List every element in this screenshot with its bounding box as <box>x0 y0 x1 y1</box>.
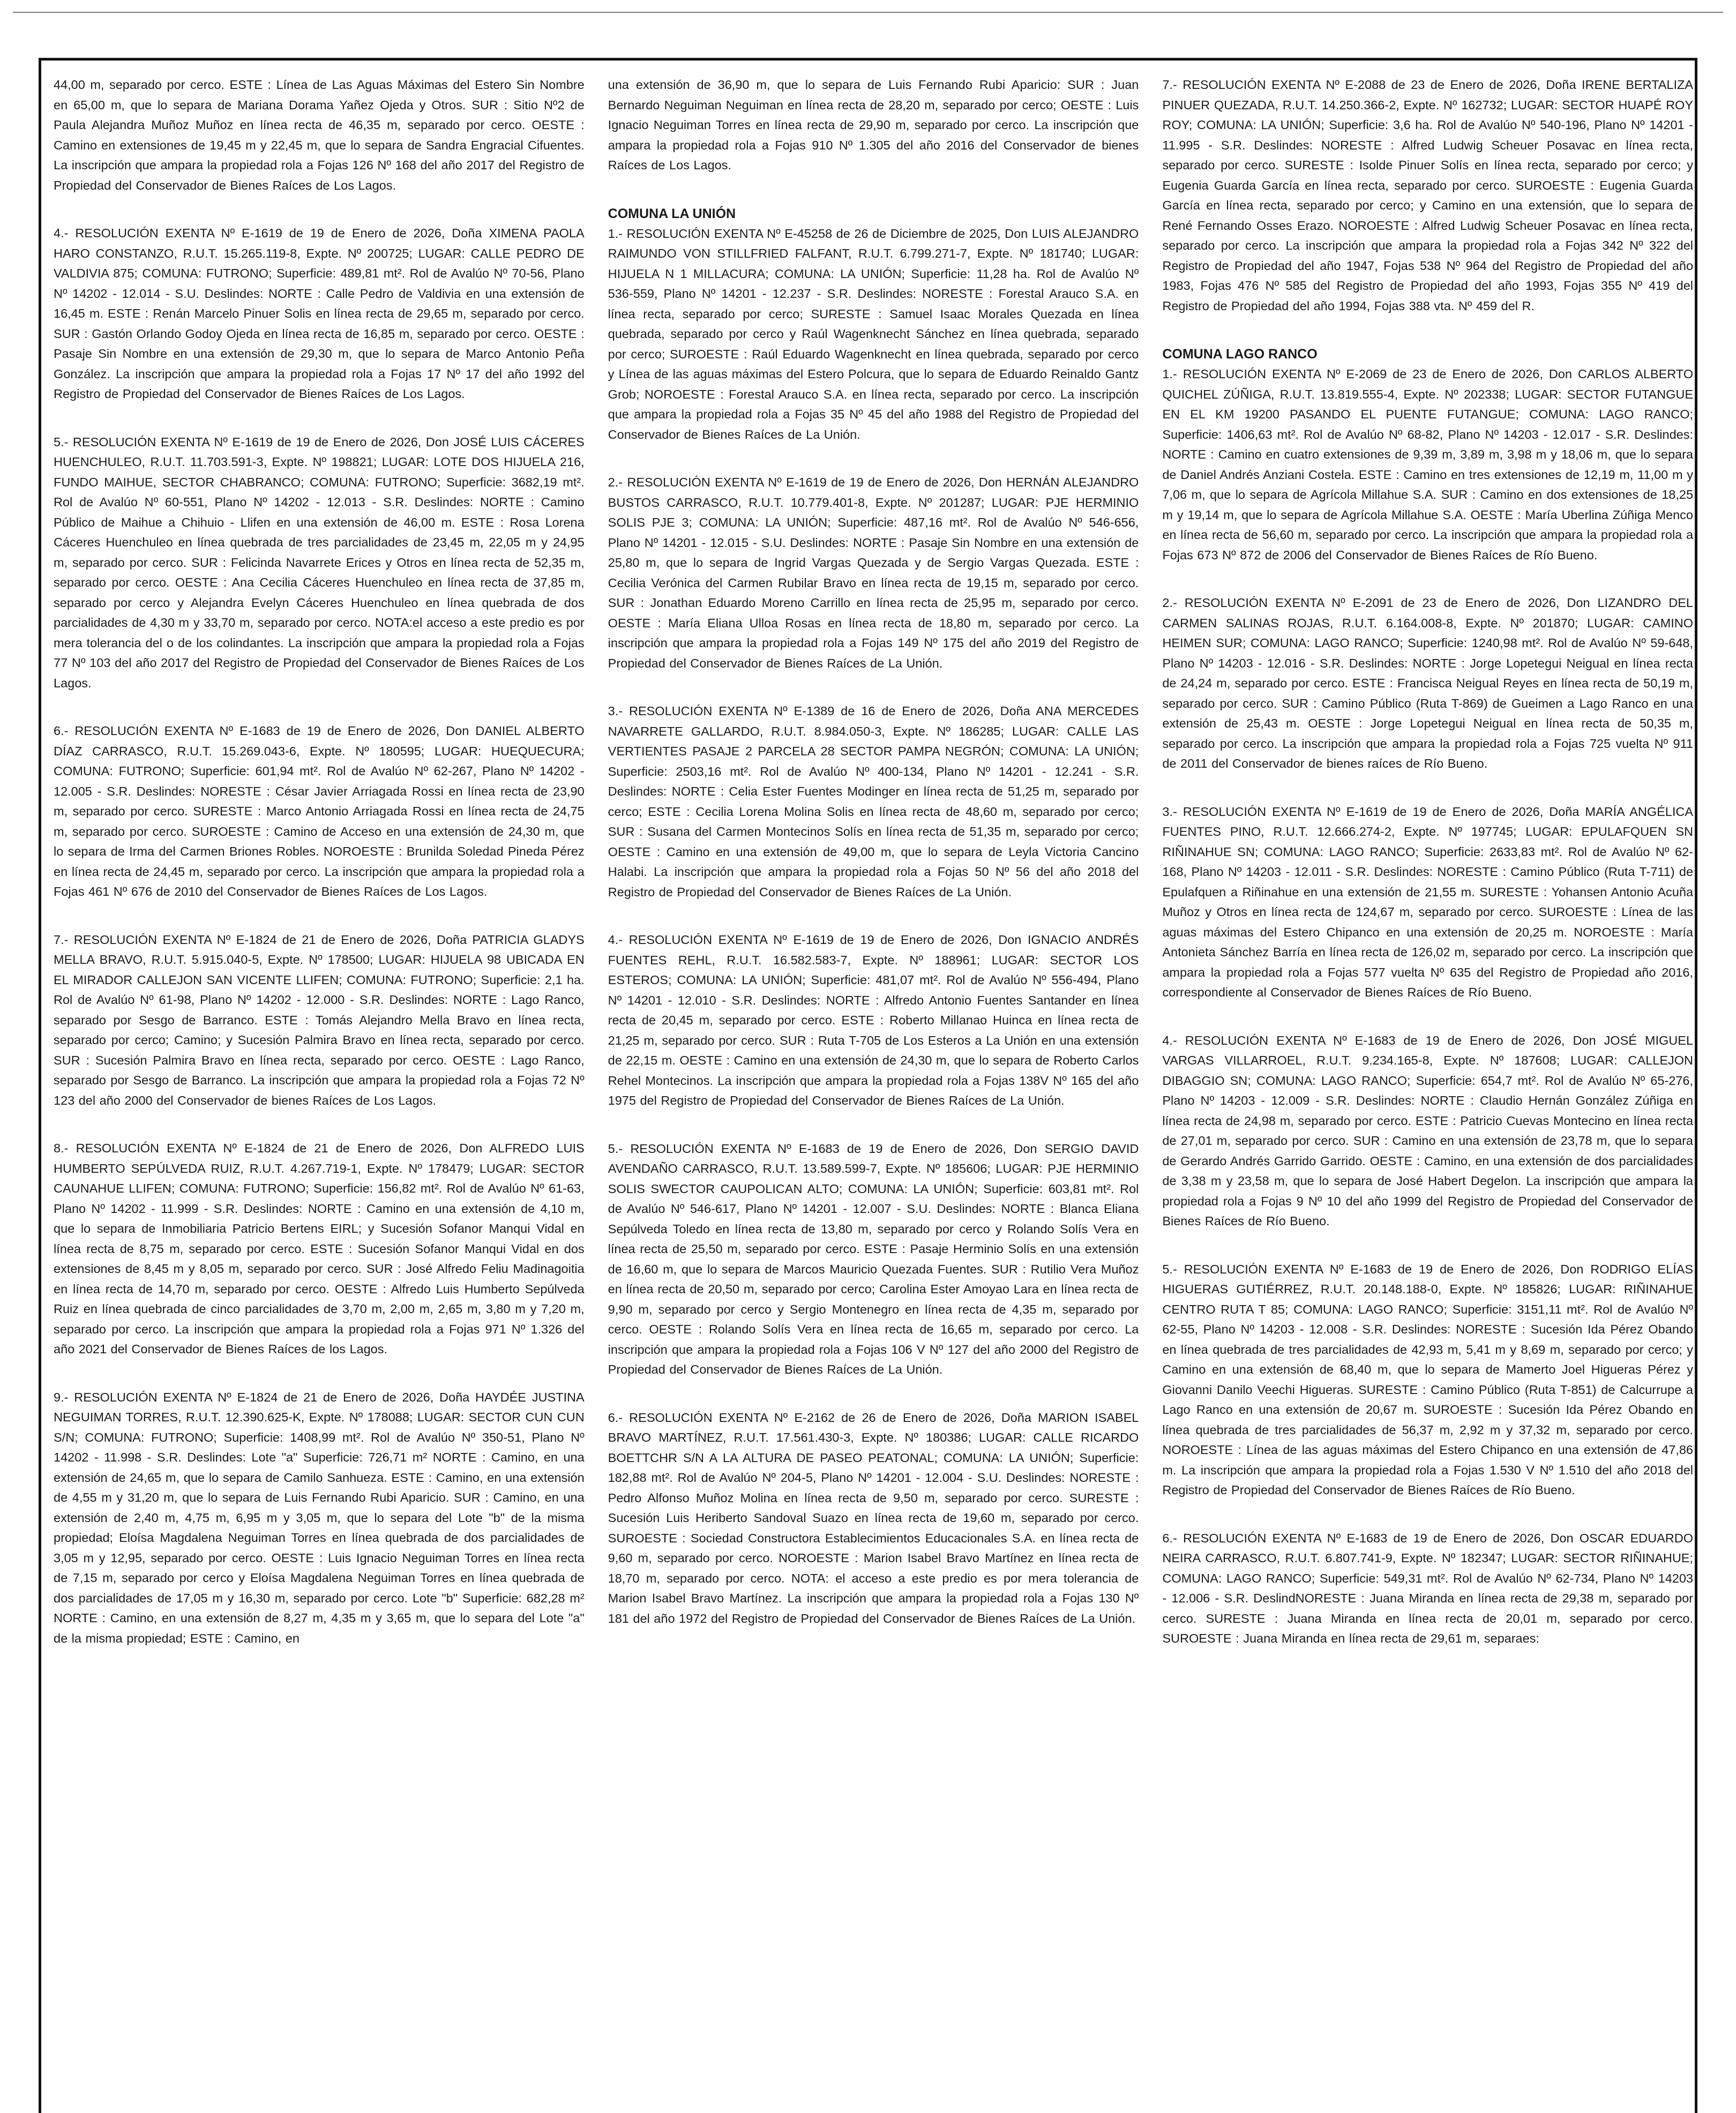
notice-entry: 4.- RESOLUCIÓN EXENTA Nº E-1683 de 19 de Enero de 2026, Don JOSÉ MIGUEL VARGAS VILLARROEL, R.U.T. 9.234.165-8, Expte. Nº 187608; LUGAR: CALLEJON DIBAGGIO SN; COMUNA: LAGO RANCO; Superficie: 654,7 mt². Rol de Avalúo Nº 65-276, Plano Nº 14203 - 12.009 - S.R. Deslindes: NORTE : Claudio Hernán González Zúñiga en línea recta de 24,98 m, separado por cerco. ESTE : Patricio Cuevas Montecino en línea recta de 27,01 m, separado por cerco. SUR : Camino en una extensión de 23,78 m, que lo separa de Gerardo Andrés Garrido Garrido. OESTE : Camino, en una extensión de dos parcialidades de 3,38 m y 23,58 m, que lo separa de José Habert Degelon. La inscripción que ampara la propiedad rola a Fojas 9 Nº 10 del año 1999 del Registro de Propiedad del Conservador de Bienes Raíces de Río Bueno. <box>1162 1033 1694 1228</box>
notice-entry: 7.- RESOLUCIÓN EXENTA Nº E-1824 de 21 de Enero de 2026, Doña PATRICIA GLADYS MELLA BRAVO, R.U.T. 5.915.040-5, Expte. Nº 178500; LUGAR: HIJUELA 98 UBICADA EN EL MIRADOR CALLEJON SAN VICENTE LLIFEN; COMUNA: FUTRONO; Superficie: 2,1 ha. Rol de Avalúo Nº 61-98, Plano Nº 14202 - 12.000 - S.R. Deslindes: NORTE : Lago Ranco, separado por Sesgo de Barranco. ESTE : Tomás Alejandro Mella Bravo en línea recta, separado por cerco; Camino; y Sucesión Palmira Bravo en línea recta, separado por cerco. SUR : Sucesión Palmira Bravo en línea recta, separado por cerco. OESTE : Lago Ranco, separado por Sesgo de Barranco. La inscripción que ampara la propiedad rola a Fojas 72 Nº 123 del año 2000 del Conservador de bienes Raíces de Los Lagos. <box>54 932 585 1107</box>
notice-entry: 6.- RESOLUCIÓN EXENTA Nº E-2162 de 26 de Enero de 2026, Doña MARION ISABEL BRAVO MARTÍNEZ, R.U.T. 17.561.430-3, Expte. Nº 180386; LUGAR: CALLE RICARDO BOETTCHR S/N A LA ALTURA DE PASEO PEATONAL; COMUNA: LA UNIÓN; Superficie: 182,88 mt². Rol de Avalúo Nº 204-5, Plano Nº 14201 - 12.004 - S.U. Deslindes: NORESTE : Pedro Alfonso Muñoz Molina en línea recta de 9,50 m, separado por cerco. SURESTE : Sucesión Luis Heriberto Sandoval Suazo en línea recta de 19,60 m, separado por cerco. SUROESTE : Sociedad Constructora Establecimientos Educacionales S.A. en línea recta de 9,60 m, separado por cerco. NOROESTE : Marion Isabel Bravo Martínez en línea recta de 18,70 m, separado por cerco. NOTA: el acceso a este predio es por mera tolerancia de Marion Isabel Bravo Martínez. La inscripción que ampara la propiedad rola a Fojas 130 Nº 181 del año 1972 del Registro de Propiedad del Conservador de Bienes Raíces de La Unión. <box>608 1410 1139 1625</box>
notice-entry: 44,00 m, separado por cerco. ESTE : Línea de Las Aguas Máximas del Estero Sin Nombre en 65,00 m, que lo separa de Mariana Dorama Yañez Ojeda y Otros. SUR : Sitio Nº2 de Paula Alejandra Muñoz Muñoz en línea recta de 46,35 m, separado por cerco. OESTE : Camino en extensiones de 19,45 m y 22,45 m, que lo separa de Sandra Engracial Cifuentes. La inscripción que ampara la propiedad rola a Fojas 126 Nº 168 del año 2017 del Registro de Propiedad del Conservador de Bienes Raíces de Los Lagos. <box>54 78 585 192</box>
column-1 <box>54 75 585 2105</box>
notice-entry: 1.- RESOLUCIÓN EXENTA Nº E-45258 de 26 de Diciembre de 2025, Don LUIS ALEJANDRO RAIMUNDO VON STILLFRIED FALFANT, R.U.T. 6.799.271-7, Expte. Nº 181740; LUGAR: HIJUELA N 1 MILLACURA; COMUNA: LA UNIÓN; Superficie: 11,28 ha. Rol de Avalúo Nº 536-559, Plano Nº 14201 - 12.237 - S.R. Deslindes: NORESTE : Forestal Arauco S.A. en línea recta, separado por cerco; SURESTE : Samuel Isaac Morales Quezada en línea quebrada, separado por cerco y Raúl Wagenknecht Sánchez en línea quebrada, separado por cerco; SUROESTE : Raúl Eduardo Wagenknecht en línea quebrada, separado por cerco y Línea de las aguas máximas del Estero Polcura, que lo separa de Eduardo Reinaldo Gantz Grob; NOROESTE : Forestal Arauco S.A. en línea recta, separado por cerco. La inscripción que ampara la propiedad rola a Fojas 35 Nº 45 del año 1988 del Registro de Propiedad del Conservador de Bienes Raíces de La Unión. <box>608 226 1139 441</box>
notice-entry: 4.- RESOLUCIÓN EXENTA Nº E-1619 de 19 de Enero de 2026, Doña XIMENA PAOLA HARO CONSTANZO, R.U.T. 15.265.119-8, Expte. Nº 200725; LUGAR: CALLE PEDRO DE VALDIVIA 875; COMUNA: FUTRONO; Superficie: 489,81 mt². Rol de Avalúo Nº 70-56, Plano Nº 14202 - 12.014 - S.U. Deslindes: NORTE : Calle Pedro de Valdivia en una extensión de 16,45 m. ESTE : Renán Marcelo Pinuer Solis en línea recta de 29,65 m, separado por cerco. SUR : Gastón Orlando Godoy Ojeda en línea recta de 16,85 m, separado por cerco. OESTE : Pasaje Sin Nombre en una extensión de 29,30 m, que lo separa de Marco Antonio Peña González. La inscripción que ampara la propiedad rola a Fojas 17 Nº 17 del año 1992 del Registro de Propiedad del Conservador de Bienes Raíces de Los Lagos. <box>54 226 585 401</box>
notice-entry: 8.- RESOLUCIÓN EXENTA Nº E-1824 de 21 de Enero de 2026, Don ALFREDO LUIS HUMBERTO SEPÚLVEDA RUIZ, R.U.T. 4.267.719-1, Expte. Nº 178479; LUGAR: SECTOR CAUNAHUE LLIFEN; COMUNA: FUTRONO; Superficie: 156,82 mt². Rol de Avalúo Nº 61-63, Plano Nº 14202 - 11.999 - S.R. Deslindes: NORTE : Camino en una extensión de 4,10 m, que lo separa de Inmobiliaria Patricio Bertens EIRL; y Sucesión Sofanor Manqui Vidal en línea recta de 8,75 m, separado por cerco. ESTE : Sucesión Sofanor Manqui Vidal en dos extensiones de 8,45 m y 8,05 m, separado por cerco. SUR : José Alfredo Feliu Madinagoitia en línea recta de 14,70 m, separado por cerco. OESTE : Alfredo Luis Humberto Sepúlveda Ruiz en línea quebrada de cinco parcialidades de 3,70 m, 2,00 m, 2,65 m, 3,80 m y 7,20 m, separado por cerco. La inscripción que ampara la propiedad rola a Fojas 971 Nº 1.326 del año 2021 del Conservador de Bienes Raíces de los Lagos. <box>54 1141 585 1356</box>
notice-entry: 3.- RESOLUCIÓN EXENTA Nº E-1389 de 16 de Enero de 2026, Doña ANA MERCEDES NAVARRETE GALLARDO, R.U.T. 8.984.050-3, Expte. Nº 186285; LUGAR: CALLE LAS VERTIENTES PASAJE 2 PARCELA 28 SECTOR PAMPA NEGRÓN; COMUNA: LA UNIÓN; Superficie: 2503,16 mt². Rol de Avalúo Nº 400-134, Plano Nº 14201 - 12.241 - S.R. Deslindes: NORTE : Celia Ester Fuentes Modinger en línea recta de 51,25 m, separado por cerco; ESTE : Cecilia Lorena Molina Solis en línea recta de 48,60 m, separado por cerco; SUR : Susana del Carmen Montecinos Solís en línea recta de 51,35 m, separado por cerco; OESTE : Camino en una extensión de 49,00 m, que lo separa de Leyla Victoria Cancino Halabi. La inscripción que ampara la propiedad rola a Fojas 50 Nº 56 del año 2018 del Registro de Propiedad del Conservador de Bienes Raíces de La Unión. <box>608 704 1139 899</box>
columns-container <box>54 75 1693 2105</box>
notice-entry: 7.- RESOLUCIÓN EXENTA Nº E-2088 de 23 de Enero de 2026, Doña IRENE BERTALIZA PINUER QUEZADA, R.U.T. 14.250.366-2, Expte. Nº 162732; LUGAR: SECTOR HUAPÉ ROY ROY; COMUNA: LA UNIÓN; Superficie: 3,6 ha. Rol de Avalúo Nº 540-196, Plano Nº 14201 - 11.995 - S.R. Deslindes: NORESTE : Alfred Ludwig Scheuer Posavac en línea recta, separado por cerco. SURESTE : Isolde Pinuer Solís en línea recta, separado por cerco; y Eugenia Guarda García en línea recta, separado por cerco. SUROESTE : Eugenia Guarda García en línea recta, separado por cerco; y Camino en una extensión, que lo separa de René Fernando Osses Erazo. NOROESTE : Alfred Ludwig Scheuer Posavac en línea recta, separado por cerco. La inscripción que ampara la propiedad rola a Fojas 342 Nº 322 del Registro de Propiedad del año 1947, Fojas 538 Nº 964 del Registro de Propiedad del año 1983, Fojas 476 Nº 585 del Registro de Propiedad del año 1993, Fojas 355 Nº 419 del Registro de Propiedad del año 1994, Fojas 388 vta. Nº 459 del R. <box>1162 78 1694 313</box>
notice-entry: 4.- RESOLUCIÓN EXENTA Nº E-1619 de 19 de Enero de 2026, Don IGNACIO ANDRÉS FUENTES REHL, R.U.T. 16.582.583-7, Expte. Nº 188961; LUGAR: SECTOR LOS ESTEROS; COMUNA: LA UNIÓN; Superficie: 481,07 mt². Rol de Avalúo Nº 556-494, Plano Nº 14201 - 12.010 - S.R. Deslindes: NORTE : Alfredo Antonio Fuentes Santander en línea recta de 20,45 m, separado por cerco. ESTE : Roberto Millanao Huinca en línea recta de 21,25 m, separado por cerco. SUR : Ruta T-705 de Los Esteros a La Unión en una extensión de 22,15 m. OESTE : Camino en una extensión de 24,30 m, que lo separa de Roberto Carlos Rehel Montecinos. La inscripción que ampara la propiedad rola a Fojas 138V Nº 165 del año 1975 del Registro de Propiedad del Conservador de Bienes Raíces de La Unión. <box>608 933 1139 1107</box>
notice-entry: 6.- RESOLUCIÓN EXENTA Nº E-1683 de 19 de Enero de 2026, Don DANIEL ALBERTO DÍAZ CARRASCO, R.U.T. 15.269.043-6, Expte. Nº 180595; LUGAR: HUEQUECURA; COMUNA: FUTRONO; Superficie: 601,94 mt². Rol de Avalúo Nº 62-267, Plano Nº 14202 - 12.005 - S.R. Deslindes: NORESTE : César Javier Arriagada Rossi en línea recta de 23,90 m, separado por cerco. SURESTE : Marco Antonio Arriagada Rossi en línea recta de 24,75 m, separado por cerco. SUROESTE : Camino de Acceso en una extensión de 24,30 m, que lo separa de Irma del Carmen Briones Robles. NOROESTE : Brunilda Soledad Pineda Pérez en línea recta de 24,45 m, separado por cerco. La inscripción que ampara la propiedad rola a Fojas 461 Nº 676 de 2010 del Conservador de Bienes Raíces de Los Lagos. <box>54 724 585 898</box>
top-rule <box>13 12 1723 13</box>
notice-entry: 6.- RESOLUCIÓN EXENTA Nº E-1683 de 19 de Enero de 2026, Don OSCAR EDUARDO NEIRA CARRASCO, R.U.T. 6.807.741-9, Expte. Nº 182347; LUGAR: SECTOR RIÑINAHUE; COMUNA: LAGO RANCO; Superficie: 549,31 mt². Rol de Avalúo Nº 62-734, Plano Nº 14203 - 12.006 - S.R. DeslindNORESTE : Juana Miranda en línea recta de 29,38 m, separado por cerco. SURESTE : Juana Miranda en línea recta de 20,01 m, separado por cerco. SUROESTE : Juana Miranda en línea recta de 29,61 m, separaes: <box>1162 1531 1694 1645</box>
notice-entry: 5.- RESOLUCIÓN EXENTA Nº E-1619 de 19 de Enero de 2026, Don JOSÉ LUIS CÁCERES HUENCHULEO, R.U.T. 11.703.591-3, Expte. Nº 198821; LUGAR: LOTE DOS HIJUELA 216, FUNDO MAIHUE, SECTOR CHABRANCO; COMUNA: FUTRONO; Superficie: 3682,19 mt². Rol de Avalúo Nº 60-551, Plano Nº 14202 - 12.013 - S.R. Deslindes: NORTE : Camino Público de Maihue a Chihuio - Llifen en una extensión de 46,00 m. ESTE : Rosa Lorena Cáceres Huenchuleo en línea quebrada de tres parcialidades de 23,45 m, 22,05 m y 24,95 m, separado por cerco. SUR : Felicinda Navarrete Erices y Otros en línea recta de 52,35 m, separado por cerco. OESTE : Ana Cecilia Cáceres Huenchuleo en línea recta de 37,85 m, separado por cerco y Alejandra Evelyn Cáceres Huenchuleo en línea quebrada de dos parcialidades de 4,30 m y 33,70 m, separado por cerco. NOTA:el acceso a este predio es por mera tolerancia del o de los colindantes. La inscripción que ampara la propiedad rola a Fojas 77 Nº 103 del año 2017 del Registro de Propiedad del Conservador de Bienes Raíces de Los Lagos. <box>54 434 585 690</box>
section-heading: COMUNA LAGO RANCO <box>1162 347 1318 362</box>
notice-entry: una extensión de 36,90 m, que lo separa de Luis Fernando Rubi Aparicio: SUR : Juan Bernardo Neguiman Neguiman en línea recta de 28,20 m, separado por cerco; OESTE : Luis Ignacio Neguiman Torres en línea recta de 29,90 m, separado por cerco. La inscripción que ampara la propiedad rola a Fojas 910 Nº 1.305 del año 2016 del Conservador de bienes Raíces de Los Lagos. <box>608 78 1139 172</box>
column-2 <box>608 75 1139 2105</box>
notice-entry: 1.- RESOLUCIÓN EXENTA Nº E-2069 de 23 de Enero de 2026, Don CARLOS ALBERTO QUICHEL ZÚÑIGA, R.U.T. 13.819.555-4, Expte. Nº 202338; LUGAR: SECTOR FUTANGUE EN EL KM 19200 PASANDO EL PUENTE FUTANGUE; COMUNA: LAGO RANCO; Superficie: 1406,63 mt². Rol de Avalúo Nº 68-82, Plano Nº 14203 - 12.017 - S.R. Deslindes: NORTE : Camino en cuatro extensiones de 9,39 m, 3,89 m, 3,98 m y 18,06 m, que lo separa de Daniel Andrés Anziani Costela. ESTE : Camino en tres extensiones de 12,19 m, 11,00 m y 7,06 m, que lo separa de Agrícola Millahue S.A. SUR : Camino en dos extensiones de 18,25 m y 19,14 m, que lo separa de Agrícola Millahue S.A. OESTE : María Uberlina Zúñiga Menco en línea recta de 56,60 m, separado por cerco. La inscripción que ampara la propiedad rola a Fojas 673 Nº 872 de 2006 del Conservador de Bienes Raíces de Río Bueno. <box>1162 367 1694 562</box>
section-heading: COMUNA LA UNIÓN <box>608 206 736 221</box>
notice-entry: 9.- RESOLUCIÓN EXENTA Nº E-1824 de 21 de Enero de 2026, Doña HAYDÉE JUSTINA NEGUIMAN TORRES, R.U.T. 12.390.625-K, Expte. Nº 178088; LUGAR: SECTOR CUN CUN S/N; COMUNA: FUTRONO; Superficie: 1408,99 mt². Rol de Avalúo Nº 350-51, Plano Nº 14202 - 11.998 - S.R. Deslindes: Lote "a" Superficie: 726,71 m² NORTE : Camino, en una extensión de 24,65 m, que lo separa de Camilo Sanhueza. ESTE : Camino, en una extensión de 4,55 m y 31,20 m, que lo separa de Luis Fernando Rubi Aparicio. SUR : Camino, en una extensión de 2,40 m, 4,75 m, 6,95 m y 3,05 m, que lo separa del Lote "b" de la misma propiedad; Eloísa Magdalena Neguiman Torres en línea quebrada de dos parcialidades de 3,05 m y 12,95, separado por cerco. OESTE : Luis Ignacio Neguiman Torres en línea recta de 7,15 m, separado por cerco y Eloísa Magdalena Neguiman Torres en línea quebrada de dos parcialidades de 17,05 m y 16,30 m, separado por cerco. Lote "b" Superficie: 682,28 m² NORTE : Camino, en una extensión de 8,27 m, 4,35 m y 3,65 m, que lo separa del Lote "a" de la misma propiedad; ESTE : Camino, en <box>54 1390 585 1645</box>
notice-entry: 2.- RESOLUCIÓN EXENTA Nº E-2091 de 23 de Enero de 2026, Don LIZANDRO DEL CARMEN SALINAS ROJAS, R.U.T. 6.164.008-8, Expte. Nº 201870; LUGAR: CAMINO HEIMEN SUR; COMUNA: LAGO RANCO; Superficie: 1240,98 mt². Rol de Avalúo Nº 59-648, Plano Nº 14203 - 12.016 - S.R. Deslindes: NORTE : Jorge Lopetegui Neigual en línea recta de 24,24 m, separado por cerco. ESTE : Francisca Neigual Reyes en línea recta de 50,19 m, separado por cerco. SUR : Camino Público (Ruta T-869) de Gueimen a Lago Ranco en una extensión de 25,43 m. OESTE : Jorge Lopetegui Neigual en línea recta de 50,35 m, separado por cerco. La inscripción que ampara la propiedad rola a Fojas 725 vuelta Nº 911 de 2011 del Conservador de bienes raíces de Río Bueno. <box>1162 596 1694 770</box>
column-3 <box>1162 75 1693 2105</box>
notice-entry: 5.- RESOLUCIÓN EXENTA Nº E-1683 de 19 de Enero de 2026, Don SERGIO DAVID AVENDAÑO CARRASCO, R.U.T. 13.589.599-7, Expte. Nº 185606; LUGAR: PJE HERMINIO SOLIS SWECTOR CAUPOLICAN ALTO; COMUNA: LA UNIÓN; Superficie: 603,81 mt². Rol de Avalúo Nº 546-617, Plano Nº 14201 - 12.007 - S.U. Deslindes: NORTE : Blanca Eliana Sepúlveda Toledo en línea recta de 13,80 m, separado por cerco y Rolando Solís Vera en línea recta de 25,50 m, separado por cerco. ESTE : Pasaje Herminio Solís en una extensión de 16,60 m, que lo separa de Marcos Mauricio Quezada Fuentes. SUR : Rutilio Vera Muñoz en línea recta de 20,50 m, separado por cerco; Carolina Ester Amoyao Lara en línea recta de 9,90 m, separado por cerco y Sergio Montenegro en línea recta de 4,35 m, separado por cerco. OESTE : Rolando Solís Vera en línea recta de 16,65 m, separado por cerco. La inscripción que ampara la propiedad rola a Fojas 106 V Nº 127 del año 2000 del Registro de Propiedad del Conservador de Bienes Raíces de La Unión. <box>608 1141 1139 1376</box>
notice-entry: 2.- RESOLUCIÓN EXENTA Nº E-1619 de 19 de Enero de 2026, Don HERNÁN ALEJANDRO BUSTOS CARRASCO, R.U.T. 10.779.401-8, Expte. Nº 201287; LUGAR: PJE HERMINIO SOLIS PJE 3; COMUNA: LA UNIÓN; Superficie: 487,16 mt². Rol de Avalúo Nº 546-656, Plano Nº 14201 - 12.015 - S.U. Deslindes: NORTE : Pasaje Sin Nombre en una extensión de 25,80 m, que lo separa de Ingrid Vargas Quezada y de Sergio Vargas Quezada. ESTE : Cecilia Verónica del Carmen Rubilar Bravo en línea recta de 19,15 m, separado por cerco. SUR : Jonathan Eduardo Moreno Carrillo en línea recta de 25,95 m, separado por cerco. OESTE : María Eliana Ulloa Rosas en línea recta de 18,80 m, separado por cerco. La inscripción que ampara la propiedad rola a Fojas 149 Nº 175 del año 2019 del Registro de Propiedad del Conservador de Bienes Raíces de La Unión. <box>608 475 1139 670</box>
notice-entry: 5.- RESOLUCIÓN EXENTA Nº E-1683 de 19 de Enero de 2026, Don RODRIGO ELÍAS HIGUERAS GUTIÉRREZ, R.U.T. 20.148.188-0, Expte. Nº 185826; LUGAR: RIÑINAHUE CENTRO RUTA T 85; COMUNA: LAGO RANCO; Superficie: 3151,11 mt². Rol de Avalúo Nº 62-55, Plano Nº 14203 - 12.008 - S.R. Deslindes: NORESTE : Sucesión Ida Pérez Obando en línea quebrada de tres parcialidades de 42,93 m, 5,41 m y 8,69 m, separado por cerco; y Camino en una extensión de 68,40 m, que lo separa de Mamerto Joel Higueras Pérez y Giovanni Danilo Veechi Higueras. SURESTE : Camino Público (Ruta T-851) de Calcurrupe a Lago Ranco en una extensión de 20,67 m. SUROESTE : Sucesión Ida Pérez Obando en línea quebrada de tres parcialidades de 56,37 m, 2,92 m y 37,32 m, separado por cerco. NOROESTE : Línea de las aguas máximas del Estero Chipanco en una extensión de 47,86 m. La inscripción que ampara la propiedad rola a Fojas 1.530 V Nº 1.510 del año 2018 del Registro de Propiedad del Conservador de Bienes Raíces de Río Bueno. <box>1162 1262 1694 1497</box>
notice-entry: 3.- RESOLUCIÓN EXENTA Nº E-1619 de 19 de Enero de 2026, Doña MARÍA ANGÉLICA FUENTES PINO, R.U.T. 12.666.274-2, Expte. Nº 197745; LUGAR: EPULAFQUEN SN RIÑINAHUE SN; COMUNA: LAGO RANCO; Superficie: 2633,83 mt². Rol de Avalúo Nº 62-168, Plano Nº 14203 - 12.011 - S.R. Deslindes: NORESTE : Camino Público (Ruta T-711) de Epulafquen a Riñinahue en una extensión de 21,55 m. SURESTE : Yohansen Antonio Acuña Muñoz y Otros en línea recta de 124,67 m, separado por cerco. SUROESTE : Línea de las aguas máximas del Estero Chipanco en una extensión de 20,25 m. NOROESTE : María Antonieta Sánchez Barría en línea recta de 126,02 m, separado por cerco. La inscripción que ampara la propiedad rola a Fojas 577 vuelta Nº 635 del Registro de Propiedad año 2016, correspondiente al Conservador de Bienes Raíces de Río Bueno. <box>1162 804 1694 999</box>
